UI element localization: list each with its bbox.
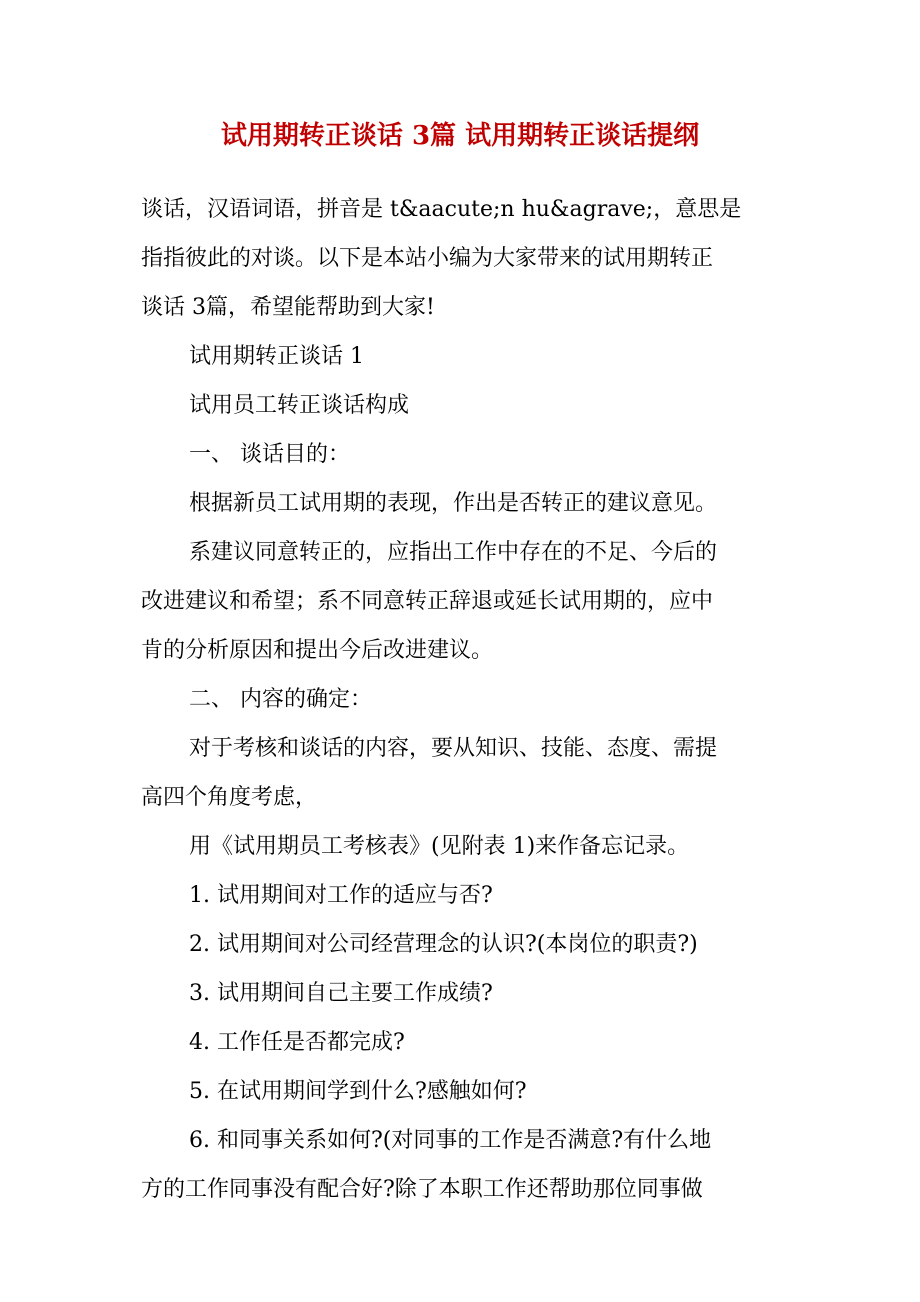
- list-item: 3. 试用期间自己主要工作成绩?: [189, 981, 493, 1006]
- list-item: 4. 工作任是否都完成?: [189, 1030, 405, 1055]
- list-item: 2. 试用期间对公司经营理念的认识?(本岗位的职责?): [189, 932, 698, 957]
- list-item: 6. 和同事关系如何?(对同事的工作是否满意?有什么地: [189, 1128, 712, 1153]
- paragraph-line: 指指彼此的对谈。以下是本站小编为大家带来的试用期转正: [141, 246, 714, 271]
- paragraph-line: 谈话 3篇，希望能帮助到大家!: [141, 295, 435, 320]
- list-item-continuation: 方的工作同事没有配合好?除了本职工作还帮助那位同事做: [141, 1177, 703, 1202]
- list-item: 5. 在试用期间学到什么?感触如何?: [189, 1079, 527, 1104]
- section-subheading: 试用员工转正谈话构成: [189, 393, 410, 418]
- paragraph-line: 根据新员工试用期的表现，作出是否转正的建议意见。: [189, 491, 718, 516]
- document-title: 试用期转正谈话 3篇 试用期转正谈话提纲: [220, 121, 700, 151]
- list-heading: 一、 谈话目的：: [189, 442, 350, 467]
- list-item: 1. 试用期间对工作的适应与否?: [189, 883, 493, 908]
- paragraph-line: 改进建议和希望；系不同意转正辞退或延长试用期的，应中: [141, 589, 714, 614]
- document-body: [141, 185, 791, 1214]
- paragraph-line: 谈话，汉语词语，拼音是 t&aacute;n hu&agrave;，意思是: [141, 197, 742, 222]
- list-heading: 二、 内容的确定：: [189, 687, 372, 712]
- paragraph-line: 肯的分析原因和提出今后改进建议。: [141, 638, 494, 663]
- paragraph-line: 系建议同意转正的，应指出工作中存在的不足、今后的: [189, 540, 718, 565]
- section-heading: 试用期转正谈话 1: [189, 344, 364, 369]
- paragraph-line: 高四个角度考虑，: [141, 785, 318, 810]
- paragraph-line: 对于考核和谈话的内容，要从知识、技能、态度、需提: [189, 736, 718, 761]
- paragraph-line: 用《试用期员工考核表》(见附表 1)来作备忘记录。: [189, 834, 690, 859]
